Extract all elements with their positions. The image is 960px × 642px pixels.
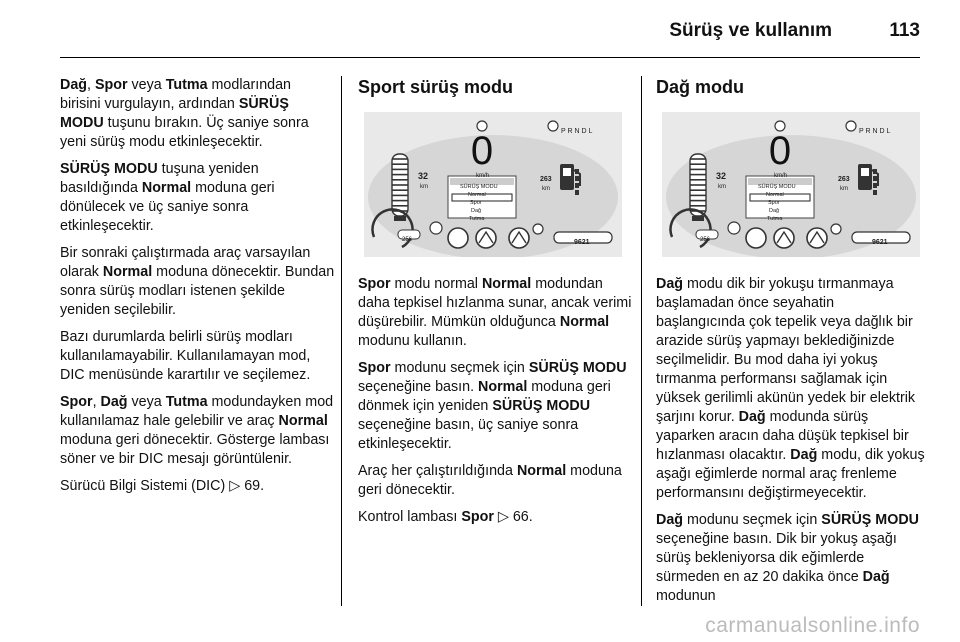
paragraph: SÜRÜŞ MODU tuşuna yeniden basıldığında Normal moduna geri dönülecek ve üç saniye sonra etkinleşecektir. [60,161,275,234]
page-reference[interactable]: 66. [512,509,533,525]
left-column [60,76,335,504]
gear-selector: P R N D L [561,128,593,135]
section-title: Sürüş ve kullanım [669,20,832,41]
reference-arrow-icon: ▷ [493,509,513,525]
watermark: carmanualsonline.info [705,614,920,637]
range-left-value: 32 [418,171,429,181]
odometer-value: 9621 [872,239,888,246]
range-left-unit: km [718,184,726,190]
drive-mode-menu-item: Spor [768,200,780,206]
range-right-value: 263 [540,176,552,183]
range-right-value: 263 [838,176,850,183]
drive-mode-menu-item: Dağ [769,208,780,214]
cluster-figure-sport [364,112,622,257]
right-column [656,76,926,614]
cluster-figure-mountain [662,112,920,257]
column-divider [341,76,342,606]
paragraph: Dağ, Spor veya Tutma modlarından birisini vurgulayın, ardından SÜRÜŞ MODU tuşunu bırakın. Üç saniye sonra yeni sürüş modu etkinleşecektir. [60,77,309,150]
paragraph: Sürücü Bilgi Sistemi (DIC) ▷ 69. [60,478,265,494]
speed-unit: km/h [476,173,490,179]
paragraph: Bazı durumlarda belirli sürüş modları kullanılamayabilir. Kullanılamayan mod, DIC menüsünde karartılır ve seçilemez. [60,329,311,383]
drive-mode-menu-item: Normal [766,192,784,198]
park-icon [548,121,558,131]
drive-mode-menu-item: Tutma [767,216,783,222]
reference-arrow-icon: ▷ [229,478,245,494]
odometer-value: 9621 [574,239,590,246]
drive-mode-menu-title: SÜRÜŞ MODU [758,184,796,190]
page-header [0,0,960,60]
paragraph: Spor modunu seçmek için SÜRÜŞ MODU seçeneğine basın. Normal moduna geri dönmek için yeniden SÜRÜŞ MODU seçeneğine basın, üç saniye sonra etkinleşecektir. [358,360,627,452]
drive-mode-menu-item: Spor [470,200,482,206]
paragraph: Kontrol lambası Spor ▷ 66. [358,509,533,525]
left-dial-value: 256 [700,237,711,243]
page-reference[interactable]: 69. [244,478,265,494]
header-rule [60,57,920,58]
speed-unit: km/h [774,173,788,179]
drive-mode-menu-title: SÜRÜŞ MODU [460,184,498,190]
left-dial-value: 256 [402,237,413,243]
range-left-value: 32 [716,171,727,181]
gear-selector: P R N D L [859,128,891,135]
page-number: 113 [889,20,920,41]
section-heading: Sport sürüş modu [358,77,514,97]
section-heading: Dağ modu [656,77,744,97]
drive-mode-menu-item: Tutma [469,216,485,222]
speed-value: 0 [470,129,494,173]
drive-mode-menu-item: Normal [468,192,486,198]
paragraph: Bir sonraki çalıştırmada araç varsayılan olarak Normal moduna dönecektir. Bundan sonra sürüş modları istenen şekilde yeniden seçilebilir. [60,245,335,318]
range-right-unit: km [542,186,550,192]
range-right-unit: km [840,186,848,192]
range-left-unit: km [420,184,428,190]
column-divider [641,76,642,606]
paragraph: Dağ modu dik bir yokuşu tırmanmaya başlamadan önce seyahatin başlangıcında çok tepelik veya dağlık bir arazide sürüş yapmayı beklediğinizde seçilmelidir. Bu mod daha iyi yokuş tırmanma performansı sağlamak için yüksek gerilimli akünün yedek bir elektrik şarjını korur. Dağ modunda sürüş yaparken aracın daha düşük tepkisel bir hızlanması olacaktır. Dağ modu, dik yokuş aşağı eğimlerde normal araç frenleme performansını değiştirmeyecektir. [656,276,925,501]
drive-mode-menu-item: Dağ [471,208,482,214]
speed-value: 0 [768,129,792,173]
park-icon [846,121,856,131]
paragraph: Dağ modunu seçmek için SÜRÜŞ MODU seçeneğine basın. Dik bir yokuş aşağı sürüş bekleniyorsa dik eğimlerde sürmeden en az 20 dakika önce Dağ modunun [656,512,919,604]
paragraph: Spor, Dağ veya Tutma modundayken mod kullanılamaz hale gelebilir ve araç Normal moduna geri dönecektir. Gösterge lambası söner ve bir DIC mesajı görüntülenir. [60,394,334,467]
paragraph: Spor modu normal Normal modundan daha tepkisel hızlanma sunar, ancak verimi düşürebilir. Mümkün olduğunca Normal modunu kullanın. [358,276,632,349]
middle-column [358,76,633,535]
paragraph: Araç her çalıştırıldığında Normal moduna geri dönecektir. [358,463,622,498]
